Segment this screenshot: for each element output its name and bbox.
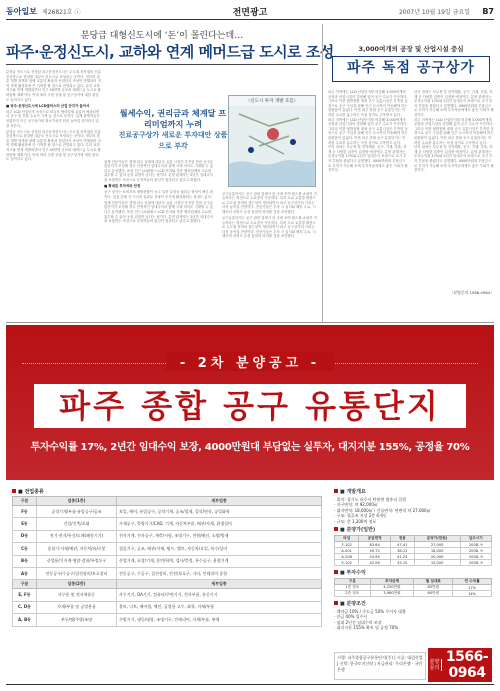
cell: 건설/건축/포대 (37, 518, 117, 530)
cell: 2008. 9 (460, 542, 492, 548)
cell: A-208 (335, 554, 359, 560)
divider (6, 322, 494, 323)
table-header: 타입 (335, 536, 359, 542)
column-text: 업계 전문가들은 현재 파주 일대에 대규모 유통 시설이 부족한 만큼 공구유통단지가 조성될 경우 안정적인 임대수익과 함께 시세 차익도 기대할 수 있다고 분석했다. 또한 인근 LG필립스 LCD 단지와 각종 협력업체의 수요를 흡수할 수 있어 공실 위험이 낮다는 평가다. 분양 관계자는 2년간 임대수익을 보장하는 조건으로 투자자들의 관심이 집중되고 있다고 밝혔다. (104, 159, 214, 182)
column-text: 공구 상가는 소비자의 재방문률이 높고 업종 특성상 권리금 형성이 빠른 편이다. 입점 업체 간 시너지 효과로 상권이 조기에 활성화되는 장점도 있다. (104, 190, 214, 199)
cell: 33.15 (390, 560, 414, 566)
cell: 사무기기, OA기기, 컴퓨터/주변기기, 전자부품, 통신기기 (117, 589, 322, 601)
cell: 18,000 (414, 548, 460, 554)
column-text: 분당급 신도시로 선정된 파주운정신도시는 수도권 서북권의 신흥 중심축으로 한강변 대규모 신도시로 조성되는 곳이다. 정부의 집중 개발 정책과 함께 교통망 확충과 산업단지 조성이 연계되어 지역 경제 활성화에 큰 기여를 할 것으로 전망되고 있다. 특히 교하지구와 연계 개발되면서 인구 50만명 규모의 매머드급 도시로 탈바꿈할 계획이다. 이에 따라 주변 상권 및 공구상가에 대한 관심도 높아지고 있다. (6, 70, 101, 102)
table-header: 입주시기 (460, 536, 492, 542)
table-header: 구분 (13, 497, 37, 506)
column-subhead: ■ 파주·운정신도시에 LCD클러스터 산업 단지가 들어서 (6, 103, 90, 108)
article-kicker (6, 28, 318, 41)
list-item: · 위치: 경기도 파주시 탄현면 법흥리 일원 (334, 497, 492, 502)
benefit-heading: ■ 분양조건 (334, 600, 492, 607)
page-number: B7 (482, 7, 494, 16)
section-label: 전면광고 (232, 8, 268, 18)
cell: 전기·전자/통신/도체(패분기기) (37, 530, 117, 542)
cell: 1층 점포 (335, 585, 371, 591)
column-text: 공구유통단지는 공구 관련 업체가 한 곳에 모여 원스톱 쇼핑이 가능하다는 장점으로 수요층이 꾸준하다. 특히 도로 교통망 확충으로 수도권 전역의 접근성이 개선되면서 파주 공구상가의 가치는 더욱 높아질 전망이다. 전문가들은 투자 시 입지와 배후 수요, 시행사의 신뢰도 등을 꼼꼼히 따져볼 것을 조언했다. (222, 191, 317, 214)
cell: F-102 (335, 542, 359, 548)
call-box[interactable] (428, 648, 492, 682)
phone-number[interactable]: 1566-0964 (445, 649, 489, 681)
cell: 볼트, 너트, 베어링, 체인, 공업용 고무, 화학, 자재/부품 (117, 601, 322, 613)
pull-quote-line-2: 진료공구상가 새로운 투자대안 상품으로 부각 (118, 131, 228, 150)
call-label: 분양문의 (428, 659, 442, 671)
cell: 주방기기, 냉동/냉장, 조명기구, 인테리어, 자재/부품, 판매 (117, 614, 322, 626)
cell: 2008. 9 (460, 548, 492, 554)
cell: 보일, 에어, 유압공구, 공작기계, 공조/철제, 절삭/연삭, 공업화학 (117, 506, 322, 518)
table-header: 세부업종 (117, 580, 322, 589)
list-item: · 대지지분 155% 확보 및 공정 70% (334, 625, 492, 630)
table-header: 분양가(만원) (414, 536, 460, 542)
cell: 종합기·자재/배관, 자동차/유/로봇 (37, 543, 117, 555)
cell: C동 (13, 543, 37, 555)
cell: 60만원 (414, 591, 453, 597)
table-row (13, 530, 322, 542)
cell: 14% (453, 591, 492, 597)
cell: 2층 점포 (335, 591, 371, 597)
ad-tagline: 투자수익률 17%, 2년간 임대수익 보장, 4000만원대 부담없는 실투자, 대지지분 155%, 공정율 70% (30, 442, 470, 453)
list-item: · 규모: 총 1,200여 점포 (334, 519, 492, 524)
map-graphic (229, 106, 315, 186)
column-text: 분당급 신도시로 선정된 파주운정신도시는 수도권 서북권의 신흥 중심축으로 한강변 대규모 신도시로 조성되는 곳이다. 정부의 집중 개발 정책과 함께 교통망 확충과 산업단지 조성이 연계되어 지역 경제 활성화에 큰 기여를 할 것으로 전망되고 있다. 특히 교하지구와 연계 개발되면서 인구 50만명 규모의 매머드급 도시로 탈바꿈할 계획이다. 이에 따라 주변 상권 및 공구상가에 대한 관심도 높아지고 있다. (6, 129, 101, 162)
zoning-table (12, 496, 322, 627)
cell: B동 (13, 555, 37, 567)
table-header: 투자금액 (370, 579, 414, 585)
list-item: · 임대 2년간 임대수익 보장 (334, 620, 492, 625)
divider (6, 64, 318, 65)
cell: A-201 (335, 548, 359, 554)
table-row (13, 601, 322, 613)
issue-date: 2007년 10월 19일 금요일 (398, 9, 470, 16)
info-panel (334, 486, 492, 631)
table-header: 연 수익률 (453, 579, 492, 585)
cell: A동 (13, 567, 37, 579)
cell: 철물기구, 공조, 배관/자재, 펌프, 밸브, 자동차/오일, 특수/설비 (117, 543, 322, 555)
right-column-2 (414, 90, 494, 318)
cell: 85만원 (414, 585, 453, 591)
overview-heading: ■ 개발개요 (334, 488, 492, 495)
table-header: 구분 (335, 579, 371, 585)
cell: 전자기계, 전자공구, 계측/시험, 조명기구, 전원/배선, 소방/방재 (117, 530, 322, 542)
table-header: 업종(2층) (37, 580, 117, 589)
cell: 63.64 (359, 542, 390, 548)
right-article-title: 파주 독점 공구상가 (332, 56, 490, 82)
cell: 17% (453, 585, 492, 591)
cell: D동 (13, 530, 37, 542)
table-header: 세부업종 (117, 497, 322, 506)
table-row (13, 518, 322, 530)
cell: 부두/엠/주방/조명 (37, 614, 117, 626)
article-credit: 〈분양문의 1566-0964〉 (414, 290, 494, 296)
overview-list (334, 497, 492, 524)
cell: 전동공구, 수공구, 집진장비, 안전/보호구, 기타, 인테리어 종합 (117, 567, 322, 579)
pull-quote (118, 108, 228, 152)
newspaper-name: 동아일보 (6, 6, 37, 16)
invest-heading: ■ 투자수익 (334, 569, 492, 576)
cell: 공작기계/부품·유압공구/공조 (37, 506, 117, 518)
cell: 15,000 (414, 560, 460, 566)
cell: 가재공구, 측량기기/CAD, 기계, 자동차부품, 배관/자재, 위생설비 (117, 518, 322, 530)
cell: F동 (13, 506, 37, 518)
cell: A, B동 (13, 614, 37, 626)
article-headline: 파주·운정신도시, 교하와 연계 메머드급 도시로 조성 (6, 43, 334, 61)
cell: 전동공구/수공구/집진장비/보호장비 (37, 567, 117, 579)
table-row (13, 567, 322, 579)
zoning-heading: ■ 전업종류 (12, 488, 44, 495)
ad-announcement-text: - 2차 분양공고 - (166, 352, 334, 371)
cell: 20,000 (414, 554, 460, 560)
column-text: 단지 내에는 사무용 및 전자제품, 공구, 기계, 부품, 자재 등 다양한 업종이 입점할 예정이다. 분양 관계자는 투자수익률 17%와 2년간 임대수익 보장으로 초기 투자 부담을 줄였다고 설명했다. 4000만원대 부담금으로 투자가 가능해 소액 투자자들에게도 좋은 기회가 될 것이다. (328, 145, 408, 173)
price-table (334, 535, 492, 566)
cell: 3,980만원 (370, 591, 414, 597)
table-row (13, 543, 322, 555)
table-header: 구분 (13, 580, 37, 589)
table-header: 전용 (390, 536, 414, 542)
page-footer-rule (6, 684, 494, 685)
cell: 42.06 (359, 560, 390, 566)
article-column-2 (104, 70, 214, 315)
table-row (335, 560, 492, 566)
cell: 산업용/기자재·명암·결합/특정도구 (37, 555, 117, 567)
list-item: · 대지면적: 18,000㎡ / 건물면적: 연면적 약 27,000㎡ (334, 508, 492, 513)
list-item: · 잔금 40% 입주시 (334, 614, 492, 619)
column-separator (322, 24, 323, 322)
column-text: 파주 지역에는 LCD 산업단지를 비롯해 3,000여개의 공장과 산업시설이 밀집해 있어 공구 수요가 꾸준하다. 그러나 이를 뒷받침할 대형 공구 유통시설은 부족한 실정으로 공구 구입을 위해 인근 도시까지 이동해야 하는 불편함이 있었다. 이번 파주 종합 공구 유통단지는 이러한 수요를 흡수하는 독점 상가로 주목받고 있다. (328, 117, 408, 145)
table-header-row (13, 580, 322, 589)
column-text: 업계 전문가들은 현재 파주 일대에 대규모 유통 시설이 부족한 만큼 공구유통단지가 조성될 경우 안정적인 임대수익과 함께 시세 차익도 기대할 수 있다고 분석했다. 또한 인근 LG필립스 LCD 단지와 각종 협력업체의 수요를 흡수할 수 있어 공실 위험이 낮다는 평가다. 분양 관계자는 2년간 임대수익을 보장하는 조건으로 투자자들의 관심이 집중되고 있다고 밝혔다. (104, 200, 214, 224)
cell: 41.23 (390, 554, 414, 560)
cell: 49.72 (359, 548, 390, 554)
cell: 2008. 9 (460, 554, 492, 560)
cell: 자재/부품 및 공업용품 (37, 601, 117, 613)
table-row (335, 591, 492, 597)
table-header: 월 임대료 (414, 579, 453, 585)
table-header: 공급면적 (359, 536, 390, 542)
column-text: 단지 내에는 사무용 및 전자제품, 공구, 기계, 부품, 자재 등 다양한 업종이 입점할 예정이다. 분양 관계자는 투자수익률 17%와 2년간 임대수익 보장으로 초기 투자 부담을 줄였다고 설명했다. 4000만원대 부담금으로 투자가 가능해 소액 투자자들에게도 좋은 기회가 될 것이다. (414, 145, 494, 173)
cell: 4,250만원 (370, 585, 414, 591)
list-item: · 지구면적: 약 92,000㎡ (334, 502, 492, 507)
table-row (13, 589, 322, 601)
table-row (13, 555, 322, 567)
kicker-text: 분당급 대형신도시에 ‘돈’이 몰린다는데… (80, 31, 244, 41)
cell: E-102 (335, 560, 359, 566)
price-heading: ■ 분양가(일반) (334, 526, 492, 533)
cell: E동 (13, 518, 37, 530)
cell: C, D동 (13, 601, 37, 613)
table-header: 업종(1층) (37, 497, 117, 506)
table-row (13, 614, 322, 626)
article-column-1 (6, 70, 101, 315)
map-figure (228, 95, 316, 187)
column-text: 파주 지역에는 LCD 산업단지를 비롯해 3,000여개의 공장과 산업시설이 밀집해 있어 공구 수요가 꾸준하다. 그러나 이를 뒷받침할 대형 공구 유통시설은 부족한 실정으로 공구 구입을 위해 인근 도시까지 이동해야 하는 불편함이 있었다. 이번 파주 종합 공구 유통단지는 이러한 수요를 흡수하는 독점 상가로 주목받고 있다. (328, 90, 408, 117)
cell: 27,000 (414, 542, 460, 548)
ad-title: 파주 종합 공구 유통단지 (34, 384, 466, 428)
cell: E, F동 (13, 589, 37, 601)
column-text: 공구유통단지는 공구 관련 업체가 한 곳에 모여 원스톱 쇼핑이 가능하다는 장점으로 수요층이 꾸준하다. 특히 도로 교통망 확충으로 수도권 전역의 접근성이 개선되면서 파주 공구상가의 가치는 더욱 높아질 전망이다. 전문가들은 투자 시 입지와 배후 수요, 시행사의 신뢰도 등을 꼼꼼히 따져볼 것을 조언했다. (222, 215, 317, 239)
ad-announcement (6, 352, 494, 371)
right-column-1 (328, 90, 408, 318)
cell: 산업기계, 포장/기계, 운반/하역, 검사/측정, 특수공구, 용접기계 (117, 555, 322, 567)
cell: 사무용 및 전자제품동 (37, 589, 117, 601)
column-text: 파주 LCD 산업단지 조성으로 대규모 협력업체 유입이 예상되면서 공구 및 부품 수요가 크게 늘 것으로 보인다. 업계 관계자들은 산업단지 인근 공구상가의 희소가치가 더욱 높아질 것이라고 입을 모은다. (6, 109, 100, 128)
cell: 38.12 (390, 548, 414, 554)
issue-number: 제26821호 ⓘ (41, 9, 81, 16)
column-text: 파주 지역에는 LCD 산업단지를 비롯해 3,000여개의 공장과 산업시설이 밀집해 있어 공구 수요가 꾸준하다. 그러나 이를 뒷받침할 대형 공구 유통시설은 부족한 실정으로 공구 구입을 위해 인근 도시까지 이동해야 하는 불편함이 있었다. 이번 파주 종합 공구 유통단지는 이러한 수요를 흡수하는 독점 상가로 주목받고 있다. (414, 117, 494, 145)
map-caption: 〈신도시 투자 개발 흐름〉 (245, 99, 299, 104)
developer-info: 시행: 파주종합공구유통단지(주) | 시공: 대림산업 | 신탁: 한국토지신탁 | 자금관리: 우리은행 · 국민은행 (334, 652, 426, 680)
page-header (6, 4, 494, 20)
table-row (13, 506, 322, 518)
pull-quote-line-1: 월세수익, 권리금과 체계달 프리미엄까지 누려 (119, 108, 227, 129)
cell: 2008. 9 (460, 560, 492, 566)
cell: 47.41 (390, 542, 414, 548)
list-item: · 계약금 10% / 중도금 50% 무이자 대출 (334, 609, 492, 614)
invest-table (334, 578, 492, 597)
column-subhead: ■ 확대된 투자처와 안정 (104, 183, 141, 188)
ad-banner (6, 325, 494, 480)
right-article-subhead: 3,000여개의 공장 및 산업시설 중심 (358, 45, 464, 53)
column-text: 단지 내에는 사무용 및 전자제품, 공구, 기계, 부품, 자재 등 다양한 업종이 입점할 예정이다. 분양 관계자는 투자수익률 17%와 2년간 임대수익 보장으로 초기 투자 부담을 줄였다고 설명했다. 4000만원대 부담금으로 투자가 가능해 소액 투자자들에게도 좋은 기회가 될 것이다. (414, 90, 494, 117)
cell: 53.94 (359, 554, 390, 560)
benefit-list (334, 609, 492, 631)
list-item: · 구조: 철골조 지상 2층 6개동 (334, 513, 492, 518)
